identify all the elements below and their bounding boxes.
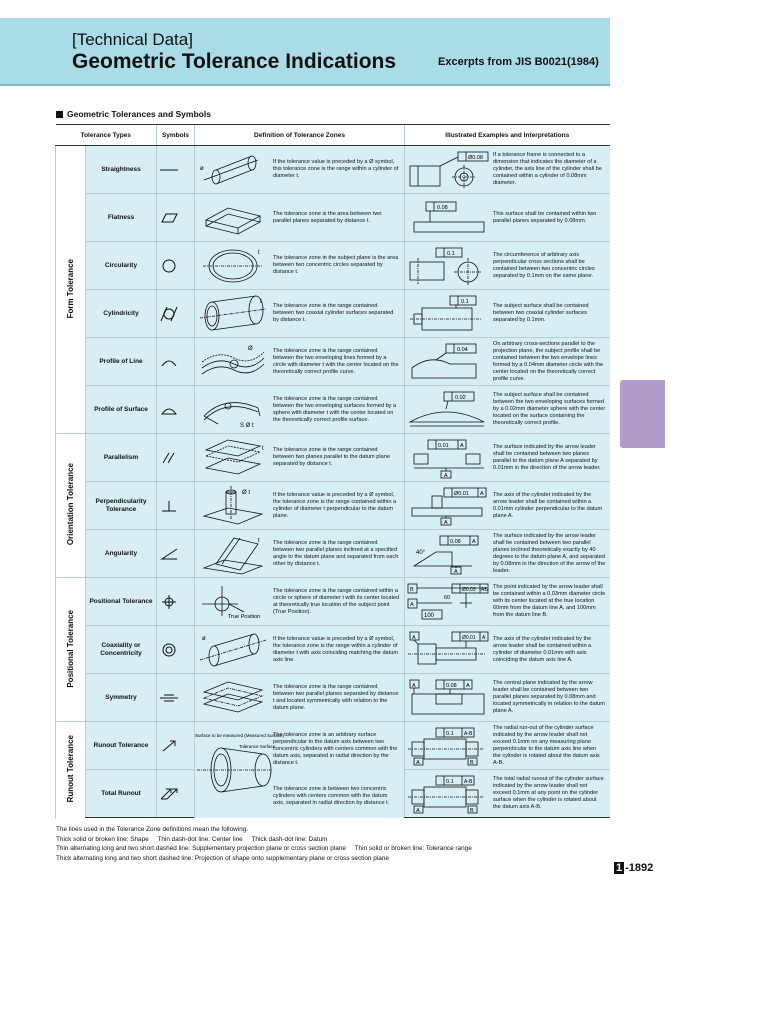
table-row [56, 290, 610, 338]
zone-definition [195, 482, 405, 530]
zone-text: The tolerance zone is the range contained within a circle or sphere of diameter t with its center located at theoretically true location of the subject point (True Position). [273, 587, 400, 615]
table-row [56, 434, 610, 482]
zone-definition [195, 338, 405, 386]
datum-a-label: A [416, 759, 420, 766]
group-positional [56, 578, 86, 722]
perpendicularity-symbol-icon [157, 482, 195, 530]
tolerance-frame-value: 0.08 [437, 204, 448, 211]
parallelism-symbol-icon [157, 434, 195, 482]
angle-label: 40° [416, 549, 426, 556]
page-number-box: 1 [616, 862, 623, 874]
col-header-examples: Illustrated Examples and Interpretations [405, 125, 610, 146]
tolerance-frame-value: Ø0.08 [468, 154, 483, 161]
tolerance-name: Angularity [86, 530, 157, 578]
parallelism-zone-figure-icon [195, 438, 271, 478]
zone-figure-label: True Position [228, 613, 261, 620]
example-cell [405, 674, 610, 722]
tolerance-name: Profile of Line [86, 338, 157, 386]
zone-figure-label: S Ø t [240, 422, 254, 429]
example-cell [405, 770, 610, 818]
tolerance-name: Circularity [86, 242, 157, 290]
flatness-symbol-icon [157, 194, 195, 242]
parallelism-example-figure-icon [405, 438, 491, 478]
example-text: The axis of the cylinder indicated by the arrow leader shall be contained within a cylinder of diameter 0.01mm with axis coinciding the datum axis line A. [493, 635, 592, 663]
zone-figure-label: Ø t [242, 489, 251, 496]
straightness-example-figure-icon [405, 150, 491, 190]
tolerance-name: Symmetry [86, 674, 157, 722]
tolerance-name: Profile of Surface [86, 386, 157, 434]
zone-definition [195, 386, 405, 434]
datum-frame-label: AB [481, 586, 488, 593]
group-runout [56, 722, 86, 818]
zone-text: The tolerance zone is the area between two parallel planes separated by distance t. [273, 210, 382, 224]
datum-frame-label: A-B [464, 778, 473, 785]
straightness-zone-figure-icon [195, 150, 271, 190]
zone-text: The tolerance zone is the range contained between two coaxial cylinder surfaces separated by distance t. [273, 303, 394, 323]
table-row [56, 242, 610, 290]
zone-definition [195, 146, 405, 194]
example-cell [405, 242, 610, 290]
tolerance-table [55, 124, 610, 818]
zone-text: If the tolerance value is preceded by a Ø symbol, the tolerance zone is the range contained within a cylinder of diameter t perpendicular to the datum plane. [273, 491, 397, 519]
zone-definition [195, 722, 405, 818]
datum-a-label: A [416, 807, 420, 814]
svg-text:t: t [258, 537, 260, 544]
coaxiality-zone-figure-icon [195, 630, 271, 670]
profile-of-line-example-figure-icon [405, 342, 491, 382]
group-label-form: Form Tolerance [66, 258, 75, 319]
example-text: The surface indicated by the arrow leader shall be contained between two parallel planes inclined theoretically exactly by 40 degrees to the datum plane A, and separated by 0.08mm in the direction of the arrow of the leader. [493, 532, 606, 574]
tolerance-frame-value: 0.01 [438, 442, 449, 449]
profile-of-surface-zone-figure-icon [195, 390, 271, 430]
example-cell [405, 434, 610, 482]
tolerance-name: Positional Tolerance [86, 578, 157, 626]
zone-text: The tolerance zone is an arbitrary surface perpendicular to the datum axis between two concentric cylinders with centers common with the datum axis, separated in radial direction by the distance t. [273, 732, 398, 767]
page-number [614, 862, 653, 874]
zone-definition [195, 530, 405, 578]
example-cell [405, 290, 610, 338]
example-text: The subject surface shall be contained between the two enveloping surfaces formed by a 0.02mm diameter sphere with the center located on the surface containing the theoretically correct profile. [493, 392, 606, 426]
group-orientation [56, 434, 86, 578]
svg-text:t: t [258, 249, 260, 256]
svg-text:ø: ø [202, 635, 206, 642]
table-row [56, 386, 610, 434]
datum-label: A [412, 682, 416, 689]
flatness-example-figure-icon [405, 198, 491, 238]
tolerance-name: Straightness [86, 146, 157, 194]
page-title: Geometric Tolerance Indications [72, 50, 397, 73]
runout-zone-figure-icon [195, 730, 285, 810]
tolerance-frame-value: 0.1 [447, 250, 455, 257]
zone-definition [195, 242, 405, 290]
datum-label: A [454, 568, 458, 575]
angularity-symbol-icon [157, 530, 195, 578]
note-line: Thick solid or broken line: Shape Thin dash-dot line: Center line Thick dash-dot line: Datum [56, 835, 328, 843]
profile-of-surface-symbol-icon [157, 386, 195, 434]
example-text: The surface indicated by the arrow leader shall be contained between two planes parallel to the datum plane A separated by 0.01mm in the direction of the arrow leader. [493, 443, 601, 471]
circularity-symbol-icon [157, 242, 195, 290]
dimension-100: 100 [424, 612, 435, 619]
table-row [56, 578, 610, 626]
table-row [56, 626, 610, 674]
col-header-types: Tolerance Types [56, 125, 157, 146]
zone-definition [195, 434, 405, 482]
total-runout-symbol-icon [157, 770, 195, 818]
section-title: Geometric Tolerances and Symbols [56, 109, 211, 119]
datum-frame-label: A [472, 538, 476, 545]
table-header-row [56, 125, 610, 146]
runout-example-figure-icon [405, 726, 491, 766]
perpendicularity-zone-figure-icon [195, 486, 271, 526]
header-subtitle: [Technical Data] [72, 30, 193, 49]
position-symbol-icon [157, 578, 195, 626]
datum-label: A [444, 519, 448, 526]
example-cell [405, 722, 610, 770]
example-text: The point indicated by the arrow leader shall be contained within a 0.03mm diameter circle with its center located at the true location 60mm from the datum line A, and 100mm from the datum line B. [493, 584, 606, 618]
zone-figure-label-2: Tolerance Surface [239, 743, 276, 749]
tolerance-name: Parallelism [86, 434, 157, 482]
tolerance-name: Coaxiality or Concentricity [86, 626, 157, 674]
example-cell [405, 338, 610, 386]
col-header-symbols: Symbols [157, 125, 195, 146]
table-row [56, 674, 610, 722]
example-cell [405, 386, 610, 434]
datum-frame-label: A-B [464, 730, 473, 737]
table-row [56, 194, 610, 242]
table-row [56, 146, 610, 194]
angularity-example-figure-icon [405, 534, 491, 574]
zone-text: The tolerance zone is the range contained between the two enveloping surfaces formed by a sphere with diameter t with the center located on the theoretically correct profile surface. [273, 395, 397, 423]
example-cell [405, 530, 610, 578]
example-text: The radial run-out of the cylinder surface indicated by the arrow leader shall not exceed 0.1mm on any measuring plane perpendicular to the datum axis line when the cylinder is rotated about the datum axis A-B. [493, 724, 600, 766]
zone-text: The tolerance zone in the subject plane is the area between two concentric circles separated by distance t. [273, 255, 399, 275]
zone-definition [195, 626, 405, 674]
datum-b-label: B [470, 807, 474, 814]
table-row [56, 338, 610, 386]
svg-text:t: t [260, 298, 262, 305]
circularity-example-figure-icon [405, 246, 491, 286]
tolerance-frame-value: 0.08 [450, 538, 461, 545]
profile-of-line-symbol-icon [157, 338, 195, 386]
total-runout-example-figure-icon [405, 774, 491, 814]
datum-frame-label: A [460, 442, 464, 449]
example-text: This surface shall be contained within two parallel planes separated by 0.08mm. [493, 210, 597, 224]
zone-text: The tolerance zone is the range contained between two planes parallel to the datum plane separated by distance t. [273, 447, 390, 467]
example-cell [405, 482, 610, 530]
tolerance-frame-value: 0.08 [446, 682, 457, 689]
tolerance-name: Runout Tolerance [86, 722, 157, 770]
example-cell [405, 578, 610, 626]
tolerance-frame-value: 0.1 [446, 730, 454, 737]
coaxiality-example-figure-icon [405, 630, 491, 670]
zone-text: The tolerance zone is the range contained between two parallel planes inclined at a specified angle to the datum plane and separated from each other by distance t. [273, 539, 399, 567]
tolerance-name: Perpendicularity Tolerance [86, 482, 157, 530]
tolerance-name: Total Runout [86, 770, 157, 818]
perpendicularity-example-figure-icon [405, 486, 491, 526]
group-label-runout: Runout Tolerance [66, 735, 75, 803]
dimension-60: 60 [444, 594, 451, 601]
zone-text: The tolerance zone is the range contained between the two enveloping lines formed by a circle with diameter t with the center located on the theoretically correct profile curve. [273, 347, 399, 375]
zone-text: If the tolerance value is preceded by a Ø symbol, this tolerance zone is the range within a cylinder of diameter t. [273, 159, 399, 179]
datum-a-label: A [410, 601, 414, 608]
symmetry-zone-figure-icon [195, 678, 271, 718]
tolerance-frame-value: 0.1 [461, 298, 469, 305]
straightness-symbol-icon [157, 146, 195, 194]
example-cell [405, 194, 610, 242]
zone-text: If the tolerance value is preceded by a Ø symbol, the tolerance zone is the range within a cylinder of diameter t with axis coinciding matching the datum axis line. [273, 635, 398, 663]
page-number-text: -1892 [625, 862, 654, 874]
note-line: Thin alternating long and two short dashed line: Supplementary projection plane or cross section plane Thin solid or broken line: Tolerance range [56, 845, 472, 852]
zone-definition [195, 194, 405, 242]
circularity-zone-figure-icon [195, 246, 271, 286]
positional-example-figure-icon [405, 582, 491, 622]
tolerance-frame-value: Ø0.03 [462, 586, 476, 593]
line-legend-notes [56, 825, 472, 863]
datum-frame-label: A [466, 682, 470, 689]
svg-text:Ø: Ø [248, 345, 253, 352]
group-label-positional: Positional Tolerance [66, 609, 75, 688]
cylindricity-zone-figure-icon [195, 294, 271, 334]
tolerance-frame-value: Ø0.01 [454, 490, 469, 497]
standard-reference: Excerpts from JIS B0021(1984) [438, 56, 599, 68]
table-row [56, 530, 610, 578]
symmetry-example-figure-icon [405, 678, 491, 718]
angularity-zone-figure-icon [195, 534, 271, 574]
symmetry-symbol-icon [157, 674, 195, 722]
concentricity-symbol-icon [157, 626, 195, 674]
note-line: The lines used in the Tolerance Zone definitions mean the following. [56, 826, 249, 833]
col-header-definition: Definition of Tolerance Zones [195, 125, 405, 146]
zone-text: The tolerance zone is between two concentric cylinders with centers common with the datum axis, separated in radial direction by distance t. [273, 786, 390, 807]
tolerance-frame-value: 0.02 [455, 394, 466, 401]
example-cell [405, 146, 610, 194]
datum-b-label: B [470, 759, 474, 766]
example-text: The central plane indicated by the arrow leader shall be contained between two parallel planes separated by 0.08mm and located symmetrically in relation to the datum plane A. [493, 680, 605, 714]
table-row [56, 722, 610, 770]
svg-text:ø: ø [200, 165, 204, 172]
example-text: The subject surface shall be contained between two coaxial cylinder surfaces separated by 0.1mm. [493, 303, 589, 323]
example-text: The circumference of arbitrary axis perpendicular cross sections shall be contained between two concentric circles separated by 0.1mm on the same plane. [493, 251, 595, 279]
note-line: Thick alternating long and two short dashed line: Projection of shape onto supplementary plane or cross section plane [56, 854, 389, 862]
example-text: The total radial runout of the cylinder surface indicated by the arrow leader shall not exceed 0.1mm at any point on the cylinder surface when the cylinder is rotated about the datum axis A-B. [493, 776, 604, 810]
flatness-zone-figure-icon [195, 198, 271, 238]
tolerance-name: Flatness [86, 194, 157, 242]
square-bullet-icon [56, 111, 63, 118]
cylindricity-symbol-icon [157, 290, 195, 338]
circular-runout-symbol-icon [157, 722, 195, 770]
example-text: The axis of the cylinder indicated by the arrow leader shall be contained within a 0.01mm cylinder perpendicular to the datum plane A. [493, 491, 603, 519]
tolerance-name: Cylindricity [86, 290, 157, 338]
positional-zone-figure-icon [195, 582, 271, 622]
datum-label: A [444, 472, 448, 479]
zone-definition [195, 290, 405, 338]
example-text: On arbitrary cross-sections parallel to the projection plane, the subject profile shall be contained between the two envelope lines formed by a 0.04mm diameter circle with the center located on the theoretically correct profile curve. [493, 340, 604, 382]
group-form [56, 146, 86, 434]
datum-frame-label: A [480, 490, 484, 497]
profile-of-line-zone-figure-icon [195, 342, 271, 382]
tolerance-frame-value: 0.1 [446, 778, 454, 785]
profile-of-surface-example-figure-icon [405, 390, 491, 430]
zone-text: The tolerance zone is the range contained between two parallel planes separated by distance t and located symmetrically with relation to the datum plane. [273, 683, 399, 711]
tolerance-frame-value: Ø0.01 [462, 634, 476, 641]
datum-b-label: B [410, 586, 414, 593]
tolerance-frame-value: 0.04 [457, 346, 468, 353]
datum-label: A [412, 634, 416, 641]
zone-definition [195, 578, 405, 626]
zone-definition [195, 674, 405, 722]
page-header [0, 18, 610, 86]
zone-figure-label: Surface to be measured (Measured Surface) [195, 732, 285, 738]
table-row [56, 482, 610, 530]
cylindricity-example-figure-icon [405, 294, 491, 334]
example-text: If a tolerance frame is connected to a dimension that indicates the diameter of a cylinder, the axis line of the cylinder shall be contained within a cylinder of 0.08mm diameter. [493, 152, 602, 186]
svg-text:t: t [262, 445, 264, 452]
example-cell [405, 626, 610, 674]
group-label-orientation: Orientation Tolerance [66, 463, 75, 546]
section-tab[interactable] [620, 380, 665, 448]
datum-frame-label: A [482, 634, 486, 641]
